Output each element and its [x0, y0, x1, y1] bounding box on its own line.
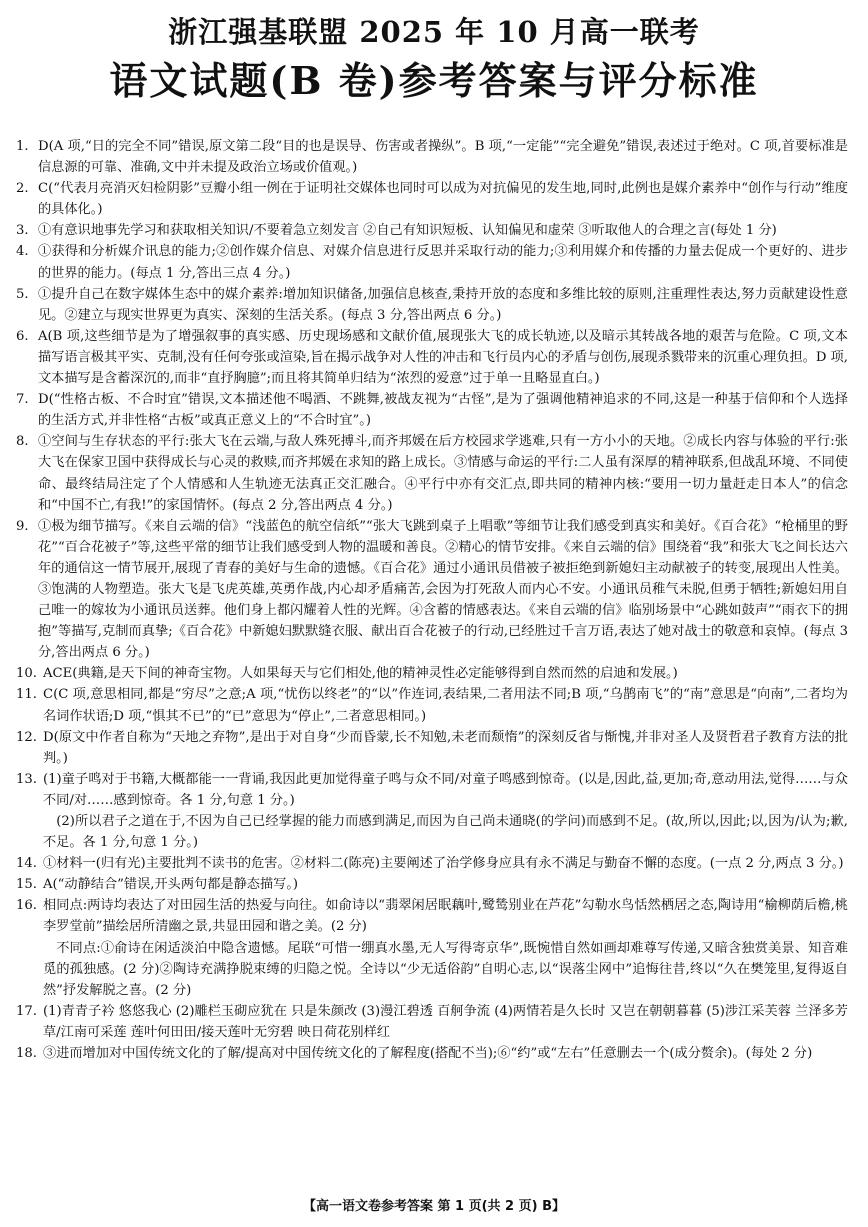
answer-paragraph: ③进而增加对中国传统文化的了解/提高对中国传统文化的了解程度(搭配不当);⑥“约”或“左右”任意删去一个(成分赘余)。(每处 2 分): [43, 1046, 813, 1062]
answer-number: 10.: [16, 666, 37, 682]
answer-number: 3.: [16, 223, 29, 239]
answer-item: [16, 431, 848, 515]
answer-text: [43, 1001, 848, 1043]
answer-text: [38, 220, 848, 241]
answer-item: [16, 1043, 848, 1064]
answer-item: [16, 895, 848, 1000]
answer-item: [16, 136, 848, 178]
answer-paragraph: ①获得和分析媒介讯息的能力;②创作媒介信息、对媒介信息进行反思并采取行动的能力;③利用媒介和传播的力量去促成一个更好的、进步的世界的能力。(每点 1 分,答出三点 4 分。): [38, 244, 848, 281]
answer-number: 12.: [16, 729, 37, 745]
answer-text: [38, 241, 848, 283]
answer-text: [43, 874, 848, 895]
answer-text: [38, 389, 848, 431]
answer-item: [16, 326, 848, 389]
answer-number: 16.: [16, 898, 37, 914]
answer-paragraph: ACE(典籍,是天下间的神奇宝物。人如果每天与它们相处,他的精神灵性必定能够得到自然而然的启迪和发展。): [43, 666, 678, 682]
answer-item: [16, 178, 848, 220]
answer-paragraph: (1)青青子衿 悠悠我心 (2)雕栏玉砌应犹在 只是朱颜改 (3)漫江碧透 百舸争流 (4)两情若是久长时 又岂在朝朝暮暮 (5)涉江采芙蓉 兰泽多芳草/江南可采莲 莲叶何田田/接天莲叶无穷碧 映日荷花别样红: [43, 1003, 848, 1040]
answer-paragraph: 相同点:两诗均表达了对田园生活的热爱与向往。如俞诗以“翡翠闲居眠藕叶,鹭鸶别业在芦花”勾勒水鸟恬然栖居之态,陶诗用“榆柳荫后檐,桃李罗堂前”描绘居所清幽之景,共显田园和谐之美。(2 分): [43, 898, 848, 935]
answer-text: [38, 431, 848, 515]
answer-item: [16, 389, 848, 431]
answer-paragraph: ①有意识地事先学习和获取相关知识/不要着急立刻发言 ②自己有知识短板、认知偏见和虚荣 ③听取他人的合理之言(每处 1 分): [38, 223, 777, 239]
answer-item: [16, 220, 848, 241]
answer-item: [16, 663, 848, 684]
answer-item: [16, 853, 848, 874]
answer-number: 7.: [16, 392, 29, 408]
answer-number: 9.: [16, 518, 29, 534]
answer-paragraph: D(原文中作者自称为“天地之弃物”,是出于对自身“少而昏蒙,长不知勉,未老而颓惰”的深刻反省与惭愧,并非对圣人及贤哲君子教育方法的批判。): [43, 729, 848, 766]
answer-paragraph: D(“性格古板、不合时宜”错误,文本描述他不喝酒、不跳舞,被战友视为“古怪”,是为了强调他精神追求的不同,这是一种基于信仰和个人选择的生活方式,并非性格“古板”或真正意义上的“不合时宜”。): [38, 392, 848, 429]
title-line-2: 语文试题(B 卷)参考答案与评分标准: [109, 58, 759, 103]
answer-item: [16, 769, 848, 853]
answer-paragraph: 不同点:①俞诗在闲适淡泊中隐含遗憾。尾联“可惜一绷真水墨,无人写得寄京华”,既惋惜自然如画却难尊写传递,又暗含独赏美景、知音难觅的孤独感。(2 分)②陶诗充满挣脱束缚的归隐之悦。全诗以“少无适俗韵”自明心志,以“误落尘网中”追悔往昔,终以“久在樊笼里,复得返自然”抒发解脱之喜。(2 分): [43, 940, 848, 998]
answer-paragraph: ①提升自己在数字媒体生态中的媒介素养:增加知识储备,加强信息核查,秉持开放的态度和多维比较的原则,注重理性表达,努力贡献建设性意见。②建立与现实世界更为真实、深刻的生活关系。(每点 3 分,答出两点 6 分。): [38, 286, 848, 323]
answer-number: 5.: [16, 286, 29, 302]
answer-number: 17.: [16, 1003, 37, 1019]
answer-text: [38, 178, 848, 220]
answer-item: [16, 1001, 848, 1043]
answer-number: 18.: [16, 1046, 37, 1062]
answer-item: [16, 241, 848, 283]
answer-item: [16, 727, 848, 769]
page-footer: 【高一语文卷参考答案 第 1 页(共 2 页) B】: [302, 1199, 566, 1214]
answer-item: [16, 874, 848, 895]
answer-text: [43, 769, 848, 853]
answer-text: [38, 284, 848, 326]
answer-paragraph: ①材料一(归有光)主要批判不读书的危害。②材料二(陈亮)主要阐述了治学修身应具有永不满足与勤奋不懈的态度。(一点 2 分,两点 3 分。): [43, 856, 844, 872]
answer-paragraph: C(“代表月亮消灭妇检阴影”豆瓣小组一例在于证明社交媒体也同时可以成为对抗偏见的发生地,同时,此例也是媒介素养中“创作与行动”维度的具体化。): [38, 181, 848, 218]
answer-number: 15.: [16, 877, 37, 893]
answer-paragraph: A(“动静结合”错误,开头两句都是静态描写。): [43, 877, 299, 893]
answer-item: [16, 516, 848, 664]
answer-number: 14.: [16, 856, 37, 872]
answer-text: [43, 684, 848, 726]
answer-list: [16, 136, 848, 1064]
answer-text: [38, 136, 848, 178]
answer-paragraph: (2)所以君子之道在于,不因为自己已经掌握的能力而感到满足,而因为自己尚未通晓(的学问)而感到不足。(故,所以,因此;以,因为/认为;歉,不足。各 1 分,句意 1 分。): [43, 814, 848, 851]
answer-item: [16, 684, 848, 726]
title-line-1: 浙江强基联盟 2025 年 10 月高一联考: [168, 15, 700, 49]
answer-number: 1.: [16, 139, 29, 154]
answer-paragraph: A(B 项,这些细节是为了增强叙事的真实感、历史现场感和文献价值,展现张大飞的成长轨迹,以及暗示其转战各地的艰苦与危险。C 项,文本描写语言极其平实、克制,没有任何夸张或渲染,旨在揭示战争对人性的冲击和飞行员内心的矛盾与创伤,展现杀戮带来的沉重心理负担。D 项,文本描写是含蓄深沉的,而非“直抒胸臆”;而且将其简单归结为“浓烈的爱意”过于单一且略显直白。): [38, 328, 848, 387]
answer-text: [43, 1043, 848, 1064]
answer-text: [43, 895, 848, 1000]
answer-paragraph: ①空间与生存状态的平行:张大飞在云端,与敌人殊死搏斗,而齐邦媛在后方校园求学逃难,只有一方小小的天地。②成长内容与体验的平行:张大飞在保家卫国中获得成长与心灵的救赎,而齐邦媛在求知的路上成长。③情感与命运的平行:二人虽有深厚的精神联系,但战乱环境、不同使命、最终结局注定了个人情感和人生轨迹无法真正交汇融合。④平行中亦有交汇点,即共同的精神内核:“要用一切力量赶走日本人”的信念和“中国不亡,有我!”的家国情怀。(每点 2 分,答出两点 4 分。): [38, 434, 848, 513]
answer-text: [38, 516, 848, 664]
answer-number: 6.: [16, 328, 29, 344]
answer-text: [43, 853, 848, 874]
answer-number: 11.: [16, 687, 37, 703]
answer-number: 2.: [16, 181, 29, 197]
answer-paragraph: (1)童子鸣对于书籍,大概都能一一背诵,我因此更加觉得童子鸣与众不同/对童子鸣感到惊奇。(以是,因此,益,更加;奇,意动用法,觉得……与众不同/对……感到惊奇。各 1 分,句意 1 分。): [43, 771, 848, 808]
answer-number: 8.: [16, 434, 29, 450]
answer-item: [16, 284, 848, 326]
answer-paragraph: C(C 项,意思相同,都是“穷尽”之意;A 项,“忧伤以终老”的“以”作连词,表结果,二者用法不同;B 项,“乌鹊南飞”的“南”意思是“向南”,二者均为名词作状语;D 项,“惧其不已”的“已”意思为“停止”,二者意思相同。): [43, 687, 848, 724]
answer-text: [38, 326, 848, 389]
answer-number: 13.: [16, 771, 37, 787]
answer-number: 4.: [16, 244, 29, 260]
answer-text: [43, 663, 848, 684]
answer-text: [43, 727, 848, 769]
answer-paragraph: D(A 项,“日的完全不同”错误,原文第二段“目的也是误导、伤害或者操纵”。B 项,“一定能”“完全避免”错误,表述过于绝对。C 项,首要标准是信息源的可靠、准确,文中并未提及政治立场或价值观。): [38, 139, 848, 176]
answer-paragraph: ①极为细节描写。《来自云端的信》“浅蓝色的航空信纸”“张大飞跳到桌子上唱歌”等细节让我们感受到真实和美好。《百合花》“枪桶里的野花”“百合花被子”等,这些平常的细节让我们感受到人物的温暖和善良。②精心的情节安排。《来自云端的信》围绕着“我”和张大飞之间长达六年的通信这一情节展开,展现了青春的美好与生命的遗憾。《百合花》通过小通讯员借被子被拒绝到新媳妇主动献被子的转变,展现出人性美。③饱满的人物塑造。张大飞是飞虎英雄,英勇作战,内心却矛盾痛苦,会因为打死敌人而内心不安。小通讯员稚气未脱,但勇于牺牲;新媳妇用自己唯一的嫁妆为小通讯员送葬。他们身上都闪耀着人性的光辉。④含蓄的情感表达。《来自云端的信》临别场景中“心跳如鼓声”“雨衣下的拥抱”等描写,克制而真挚;《百合花》中新媳妇默默缝衣服、献出百合花被子的行动,已经胜过千言万语,表达了她对战士的敬意和哀悼。(每点 3 分,答出两点 6 分。): [38, 518, 848, 661]
